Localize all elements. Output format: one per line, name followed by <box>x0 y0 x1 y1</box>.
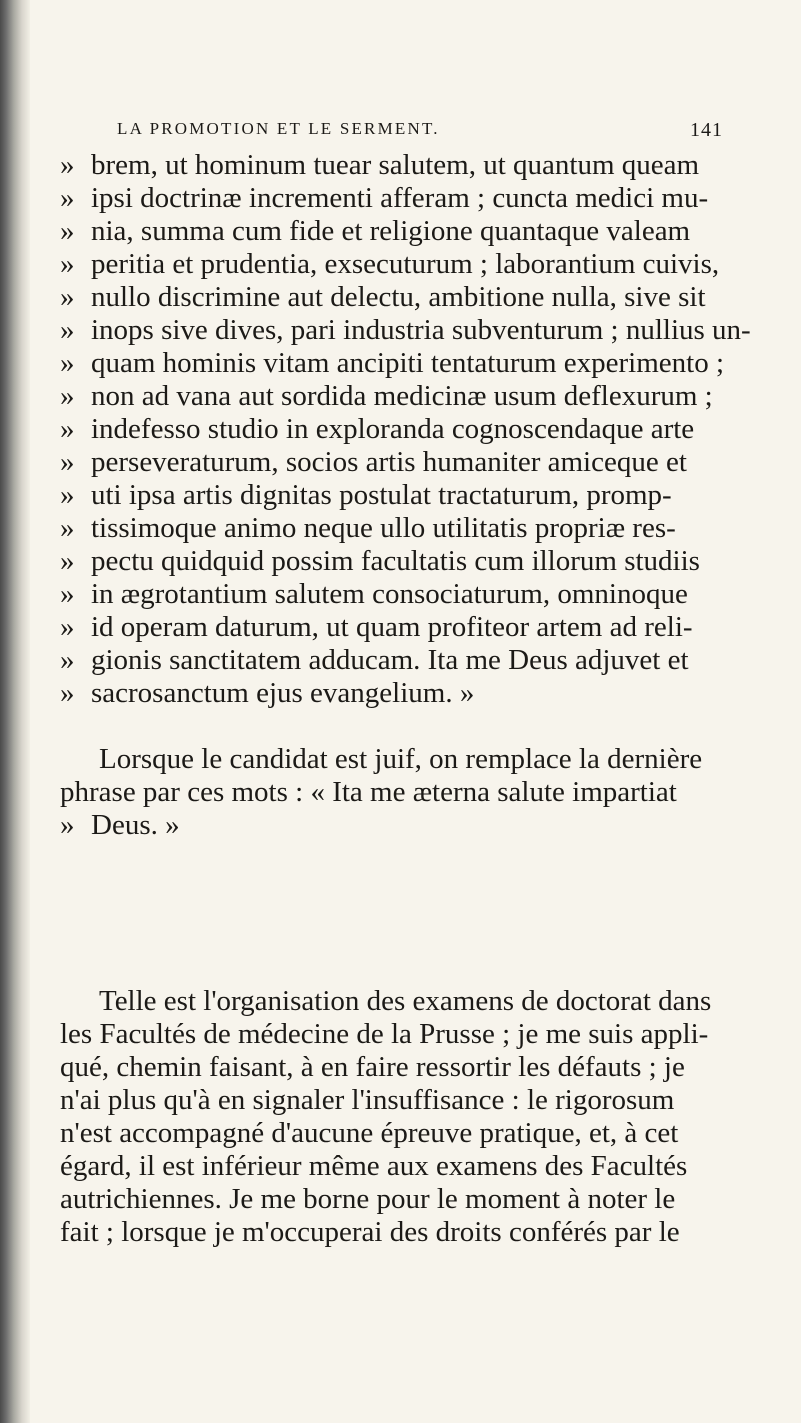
running-head <box>60 119 723 143</box>
oath-line-text: indefesso studio in exploranda cognoscendaque arte <box>91 413 695 445</box>
paragraph-line: les Facultés de médecine de la Prusse ; je me suis appli- <box>60 1018 709 1050</box>
guillemet-mark: » <box>60 644 75 676</box>
paragraph-line: Telle est l'organisation des examens de doctorat dans <box>99 985 712 1017</box>
oath-line-text: id operam daturum, ut quam profiteor artem ad reli- <box>91 611 693 643</box>
paragraph-critique <box>60 985 723 1249</box>
guillemet-mark: » <box>60 248 75 280</box>
guillemet-mark: » <box>60 182 75 214</box>
paragraph-line: qué, chemin faisant, à en faire ressortir les défauts ; je <box>60 1051 685 1083</box>
oath-line <box>60 545 723 578</box>
closing-quote-line <box>60 809 723 842</box>
paragraph-jewish-variant <box>60 743 723 842</box>
guillemet-mark: » <box>60 479 75 511</box>
guillemet-mark: » <box>60 215 75 247</box>
oath-line <box>60 149 723 182</box>
oath-line <box>60 248 723 281</box>
oath-line-text: nia, summa cum fide et religione quantaque valeam <box>91 215 691 247</box>
oath-line-text: tissimoque animo neque ullo utilitatis propriæ res- <box>91 512 676 544</box>
oath-line <box>60 578 723 611</box>
oath-line-text: in ægrotantium salutem consociaturum, omninoque <box>91 578 688 610</box>
oath-line-text: inops sive dives, pari industria subventurum ; nullius un- <box>91 314 751 346</box>
oath-line <box>60 644 723 677</box>
guillemet-mark: » <box>60 149 75 181</box>
oath-line <box>60 380 723 413</box>
oath-line <box>60 314 751 347</box>
oath-line-text: peritia et prudentia, exsecuturum ; laborantium cuivis, <box>91 248 720 280</box>
guillemet-mark: » <box>60 611 75 643</box>
oath-line <box>60 446 723 479</box>
guillemet-mark: » <box>60 413 75 445</box>
guillemet-mark: » <box>60 281 75 313</box>
oath-line <box>60 413 723 446</box>
paragraph-line: fait ; lorsque je m'occuperai des droits conférés par le <box>60 1216 680 1248</box>
oath-line-text: ipsi doctrinæ incrementi afferam ; cuncta medici mu- <box>91 182 709 214</box>
oath-passage <box>60 149 751 710</box>
oath-line <box>60 611 723 644</box>
oath-line-text: pectu quidquid possim facultatis cum illorum studiis <box>91 545 700 577</box>
closing-quote-text: Deus. » <box>91 809 180 841</box>
paragraph-line: phrase par ces mots : « Ita me æterna salute impartiat <box>60 776 677 808</box>
oath-line <box>60 347 723 380</box>
paragraph-line: n'est accompagné d'aucune épreuve pratique, et, à cet <box>60 1117 679 1149</box>
oath-line <box>60 479 723 512</box>
oath-line-text: perseveraturum, socios artis humaniter amiceque et <box>91 446 687 478</box>
guillemet-mark: » <box>60 314 75 346</box>
oath-line-text: uti ipsa artis dignitas postulat tractaturum, promp- <box>91 479 672 511</box>
paragraph-line: autrichiennes. Je me borne pour le moment à noter le <box>60 1183 676 1215</box>
guillemet-mark: » <box>60 380 75 412</box>
oath-line-text: brem, ut hominum tuear salutem, ut quantum queam <box>91 149 700 181</box>
paragraph-line: égard, il est inférieur même aux examens des Facultés <box>60 1150 688 1182</box>
oath-line-text: quam hominis vitam ancipiti tentaturum experimento ; <box>91 347 725 379</box>
guillemet-mark: » <box>60 677 75 709</box>
oath-line-text: sacrosanctum ejus evangelium. » <box>91 677 475 709</box>
oath-line-text: gionis sanctitatem adducam. Ita me Deus adjuvet et <box>91 644 689 676</box>
page-number: 141 <box>690 119 723 141</box>
oath-line <box>60 512 723 545</box>
oath-line <box>60 182 723 215</box>
running-title: LA PROMOTION ET LE SERMENT. <box>117 119 440 138</box>
book-binding-edge <box>0 0 30 1423</box>
guillemet-mark: » <box>60 512 75 544</box>
guillemet-mark: » <box>60 545 75 577</box>
oath-line <box>60 215 723 248</box>
paragraph-line: Lorsque le candidat est juif, on remplace la dernière <box>99 743 703 775</box>
oath-line-text: nullo discrimine aut delectu, ambitione nulla, sive sit <box>91 281 706 313</box>
guillemet-mark: » <box>60 578 75 610</box>
oath-line <box>60 281 723 314</box>
oath-line <box>60 677 723 710</box>
guillemet-mark: » <box>60 446 75 478</box>
paragraph-line: n'ai plus qu'à en signaler l'insuffisance : le rigorosum <box>60 1084 675 1116</box>
oath-line-text: non ad vana aut sordida medicinæ usum deflexurum ; <box>91 380 713 412</box>
guillemet-mark: » <box>60 809 75 841</box>
guillemet-mark: » <box>60 347 75 379</box>
book-page <box>60 0 780 1423</box>
